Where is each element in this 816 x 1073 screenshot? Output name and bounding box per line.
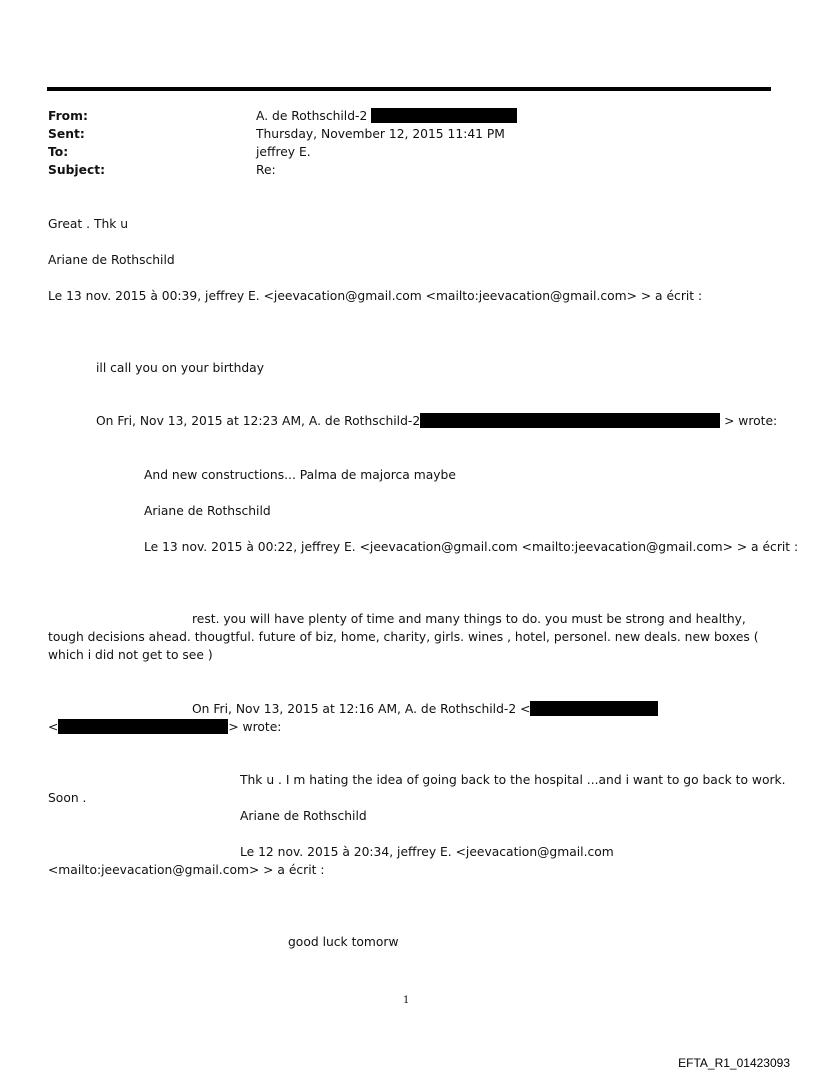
sent-label: Sent: xyxy=(48,127,85,141)
quote-1-text: ill call you on your birthday xyxy=(96,361,264,375)
quote-4-intro xyxy=(192,701,658,717)
redaction-bar xyxy=(530,701,658,716)
quote-5-intro-line2: <mailto:jeevacation@gmail.com> > a écrit : xyxy=(48,863,325,877)
to-label: To: xyxy=(48,145,69,159)
quote-3-text-line1: rest. you will have plenty of time and many things to do. you must be strong and healthy, xyxy=(192,612,746,626)
quote-5-text: good luck tomorw xyxy=(288,935,399,949)
header-rule xyxy=(47,87,771,91)
reply-text: Great . Thk u xyxy=(48,217,129,231)
signature-3: Ariane de Rothschild xyxy=(240,809,367,823)
quote-3-intro: Le 13 nov. 2015 à 00:22, jeffrey E. <jeevacation@gmail.com <mailto:jeevacation@gmail.com> > a écrit : xyxy=(144,540,799,554)
to-value: jeffrey E. xyxy=(256,145,311,159)
quote-4-intro-start: On Fri, Nov 13, 2015 at 12:16 AM, A. de Rothschild-2 < xyxy=(192,702,531,716)
page-number: 1 xyxy=(403,995,410,1006)
quote-4-intro-line2-start: < xyxy=(48,720,59,734)
quote-2-intro-start: On Fri, Nov 13, 2015 at 12:23 AM, A. de Rothschild-2 xyxy=(96,414,421,428)
quote-4-text-line1: Thk u . I m hating the idea of going back to the hospital ...and i want to go back to work. xyxy=(240,773,786,787)
quote-4-text-line2: Soon . xyxy=(48,791,87,805)
sent-value: Thursday, November 12, 2015 11:41 PM xyxy=(256,127,505,141)
subject-value: Re: xyxy=(256,163,276,177)
signature-2: Ariane de Rothschild xyxy=(144,504,271,518)
quote-2-text: And new constructions... Palma de majorca maybe xyxy=(144,468,456,482)
from-label: From: xyxy=(48,109,88,123)
from-name: A. de Rothschild-2 xyxy=(256,109,368,123)
quote-2-intro-end: > wrote: xyxy=(724,414,778,428)
quote-5-intro-line1: Le 12 nov. 2015 à 20:34, jeffrey E. <jeevacation@gmail.com xyxy=(240,845,614,859)
redaction-bar xyxy=(420,413,720,428)
quote-3-text-line3: which i did not get to see ) xyxy=(48,648,213,662)
quote-4-intro-line2-end: > wrote: xyxy=(228,720,282,734)
quote-4-intro-line2 xyxy=(48,719,281,735)
subject-label: Subject: xyxy=(48,163,106,177)
signature-1: Ariane de Rothschild xyxy=(48,253,175,267)
document-id: EFTA_R1_01423093 xyxy=(678,1056,790,1070)
quote-1-intro: Le 13 nov. 2015 à 00:39, jeffrey E. <jeevacation@gmail.com <mailto:jeevacation@gmail.com> > a écrit : xyxy=(48,289,703,303)
redaction-bar xyxy=(58,719,228,734)
quote-2-intro xyxy=(96,413,777,429)
from-value xyxy=(256,108,517,124)
redaction-bar xyxy=(371,108,517,123)
quote-3-text-line2: tough decisions ahead. thougtful. future of biz, home, charity, girls. wines , hotel, personel. new deals. new boxes ( xyxy=(48,630,759,644)
